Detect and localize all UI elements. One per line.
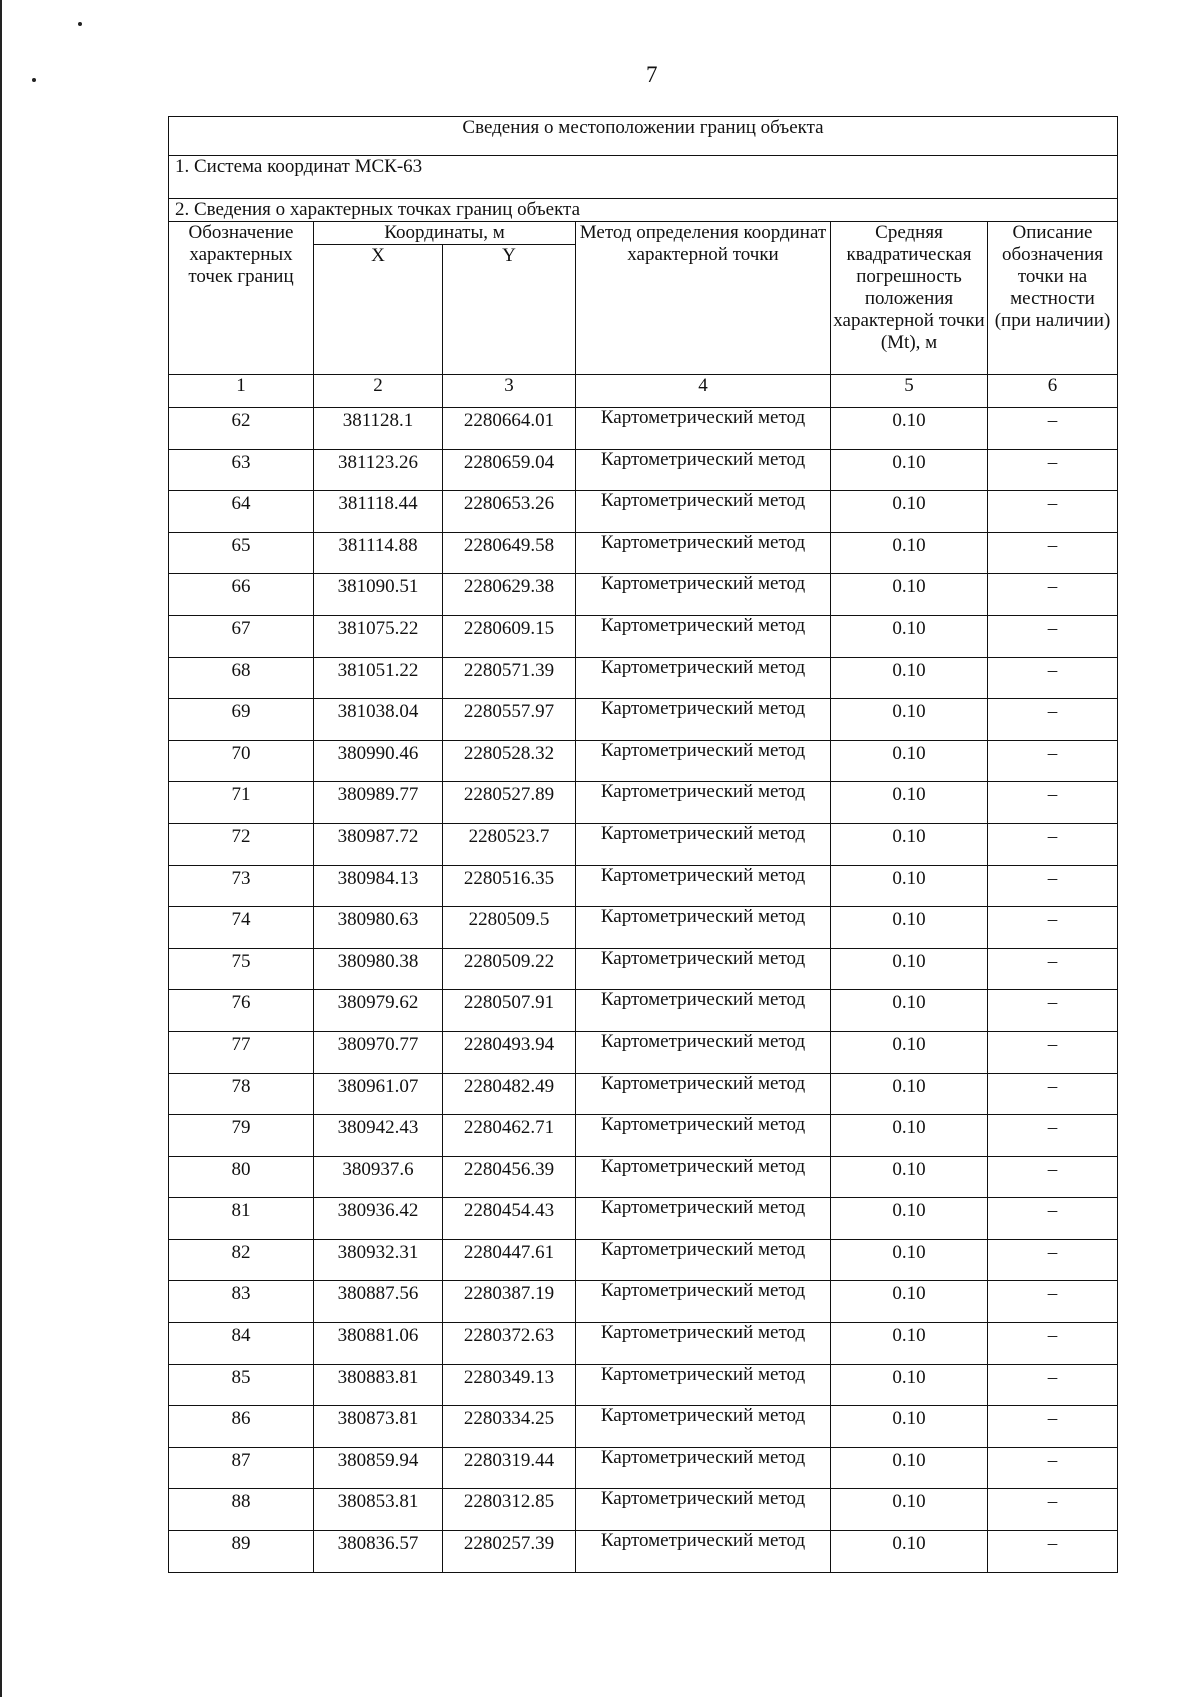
column-number: 1 xyxy=(169,375,314,408)
description-cell: – xyxy=(988,1073,1118,1115)
section1-row xyxy=(169,156,1118,199)
table-row xyxy=(169,1531,1118,1573)
column-number: 6 xyxy=(988,375,1118,408)
method-cell: Картометрический метод xyxy=(576,1115,831,1157)
error-cell: 0.10 xyxy=(831,532,988,574)
x-cell: 381118.44 xyxy=(314,491,443,533)
description-cell: – xyxy=(988,1531,1118,1573)
x-cell: 380980.63 xyxy=(314,907,443,949)
table-row xyxy=(169,532,1118,574)
error-cell: 0.10 xyxy=(831,990,988,1032)
method-cell: Картометрический метод xyxy=(576,948,831,990)
y-cell: 2280528.32 xyxy=(443,740,576,782)
x-cell: 381038.04 xyxy=(314,699,443,741)
y-cell: 2280456.39 xyxy=(443,1156,576,1198)
description-cell: – xyxy=(988,615,1118,657)
x-cell: 380984.13 xyxy=(314,865,443,907)
description-cell: – xyxy=(988,1489,1118,1531)
table-row xyxy=(169,491,1118,533)
method-cell: Картометрический метод xyxy=(576,449,831,491)
description-cell: – xyxy=(988,1239,1118,1281)
column-number: 3 xyxy=(443,375,576,408)
point-cell: 65 xyxy=(169,532,314,574)
error-cell: 0.10 xyxy=(831,615,988,657)
y-cell: 2280571.39 xyxy=(443,657,576,699)
page-number: 7 xyxy=(646,62,658,87)
point-cell: 77 xyxy=(169,1031,314,1073)
method-cell: Картометрический метод xyxy=(576,574,831,616)
method-cell: Картометрический метод xyxy=(576,1156,831,1198)
description-cell: – xyxy=(988,1031,1118,1073)
x-cell: 381128.1 xyxy=(314,408,443,450)
y-cell: 2280447.61 xyxy=(443,1239,576,1281)
method-cell: Картометрический метод xyxy=(576,1447,831,1489)
x-cell: 381075.22 xyxy=(314,615,443,657)
description-cell: – xyxy=(988,865,1118,907)
method-cell: Картометрический метод xyxy=(576,907,831,949)
header-y: Y xyxy=(443,245,576,375)
description-cell: – xyxy=(988,408,1118,450)
y-cell: 2280523.7 xyxy=(443,823,576,865)
header-x: X xyxy=(314,245,443,375)
y-cell: 2280482.49 xyxy=(443,1073,576,1115)
table-row xyxy=(169,823,1118,865)
error-cell: 0.10 xyxy=(831,1406,988,1448)
method-cell: Картометрический метод xyxy=(576,782,831,824)
point-cell: 72 xyxy=(169,823,314,865)
description-cell: – xyxy=(988,740,1118,782)
error-cell: 0.10 xyxy=(831,449,988,491)
table-row xyxy=(169,657,1118,699)
error-cell: 0.10 xyxy=(831,907,988,949)
point-cell: 66 xyxy=(169,574,314,616)
error-cell: 0.10 xyxy=(831,1198,988,1240)
y-cell: 2280454.43 xyxy=(443,1198,576,1240)
y-cell: 2280664.01 xyxy=(443,408,576,450)
table-row xyxy=(169,1239,1118,1281)
section2-row xyxy=(169,199,1118,222)
method-cell: Картометрический метод xyxy=(576,990,831,1032)
x-cell: 380887.56 xyxy=(314,1281,443,1323)
method-cell: Картометрический метод xyxy=(576,408,831,450)
description-cell: – xyxy=(988,532,1118,574)
table-row xyxy=(169,699,1118,741)
y-cell: 2280257.39 xyxy=(443,1531,576,1573)
y-cell: 2280527.89 xyxy=(443,782,576,824)
boundary-points-table xyxy=(168,116,1118,1573)
y-cell: 2280387.19 xyxy=(443,1281,576,1323)
description-cell: – xyxy=(988,1198,1118,1240)
method-cell: Картометрический метод xyxy=(576,491,831,533)
y-cell: 2280334.25 xyxy=(443,1406,576,1448)
table-row xyxy=(169,408,1118,450)
header-designation: Обозначение характерных точек границ xyxy=(169,222,314,375)
description-cell: – xyxy=(988,823,1118,865)
characteristic-points-label: 2. Сведения о характерных точках границ объекта xyxy=(169,199,1118,222)
error-cell: 0.10 xyxy=(831,782,988,824)
x-cell: 380932.31 xyxy=(314,1239,443,1281)
table-row xyxy=(169,990,1118,1032)
method-cell: Картометрический метод xyxy=(576,657,831,699)
y-cell: 2280312.85 xyxy=(443,1489,576,1531)
x-cell: 380979.62 xyxy=(314,990,443,1032)
method-cell: Картометрический метод xyxy=(576,1281,831,1323)
method-cell: Картометрический метод xyxy=(576,1489,831,1531)
table-row xyxy=(169,782,1118,824)
error-cell: 0.10 xyxy=(831,408,988,450)
header-row-1 xyxy=(169,222,1118,245)
point-cell: 83 xyxy=(169,1281,314,1323)
x-cell: 380942.43 xyxy=(314,1115,443,1157)
error-cell: 0.10 xyxy=(831,1447,988,1489)
point-cell: 80 xyxy=(169,1156,314,1198)
description-cell: – xyxy=(988,574,1118,616)
error-cell: 0.10 xyxy=(831,1031,988,1073)
description-cell: – xyxy=(988,491,1118,533)
description-cell: – xyxy=(988,1156,1118,1198)
table-row xyxy=(169,1281,1118,1323)
x-cell: 381090.51 xyxy=(314,574,443,616)
y-cell: 2280349.13 xyxy=(443,1364,576,1406)
x-cell: 380961.07 xyxy=(314,1073,443,1115)
method-cell: Картометрический метод xyxy=(576,1323,831,1365)
table-row xyxy=(169,574,1118,616)
table-row xyxy=(169,948,1118,990)
description-cell: – xyxy=(988,948,1118,990)
description-cell: – xyxy=(988,1323,1118,1365)
x-cell: 381123.26 xyxy=(314,449,443,491)
table-row xyxy=(169,1115,1118,1157)
y-cell: 2280653.26 xyxy=(443,491,576,533)
error-cell: 0.10 xyxy=(831,823,988,865)
table-title: Сведения о местоположении границ объекта xyxy=(169,117,1118,156)
point-cell: 85 xyxy=(169,1364,314,1406)
point-cell: 79 xyxy=(169,1115,314,1157)
table-row xyxy=(169,1489,1118,1531)
error-cell: 0.10 xyxy=(831,1323,988,1365)
y-cell: 2280557.97 xyxy=(443,699,576,741)
error-cell: 0.10 xyxy=(831,1281,988,1323)
x-cell: 380937.6 xyxy=(314,1156,443,1198)
point-cell: 68 xyxy=(169,657,314,699)
header-description: Описание обозначения точки на местности (при наличии) xyxy=(988,222,1118,375)
point-cell: 89 xyxy=(169,1531,314,1573)
table-row xyxy=(169,1198,1118,1240)
x-cell: 380881.06 xyxy=(314,1323,443,1365)
header-error: Средняя квадратическая погрешность положения характерной точки (Mt), м xyxy=(831,222,988,375)
point-cell: 75 xyxy=(169,948,314,990)
error-cell: 0.10 xyxy=(831,657,988,699)
y-cell: 2280609.15 xyxy=(443,615,576,657)
method-cell: Картометрический метод xyxy=(576,532,831,574)
column-numbers-row xyxy=(169,375,1118,408)
method-cell: Картометрический метод xyxy=(576,1406,831,1448)
header-method: Метод определения координат характерной точки xyxy=(576,222,831,375)
table-row xyxy=(169,1364,1118,1406)
x-cell: 380883.81 xyxy=(314,1364,443,1406)
description-cell: – xyxy=(988,1364,1118,1406)
point-cell: 73 xyxy=(169,865,314,907)
point-cell: 71 xyxy=(169,782,314,824)
method-cell: Картометрический метод xyxy=(576,699,831,741)
table-row xyxy=(169,1156,1118,1198)
table-row xyxy=(169,1323,1118,1365)
description-cell: – xyxy=(988,1447,1118,1489)
table-row xyxy=(169,865,1118,907)
table-title-row xyxy=(169,117,1118,156)
point-cell: 62 xyxy=(169,408,314,450)
point-cell: 74 xyxy=(169,907,314,949)
x-cell: 381051.22 xyxy=(314,657,443,699)
coordinate-system-label: 1. Система координат МСК-63 xyxy=(169,156,1118,199)
table-row xyxy=(169,740,1118,782)
header-coordinates: Координаты, м xyxy=(314,222,576,245)
y-cell: 2280659.04 xyxy=(443,449,576,491)
method-cell: Картометрический метод xyxy=(576,1531,831,1573)
x-cell: 380980.38 xyxy=(314,948,443,990)
point-cell: 67 xyxy=(169,615,314,657)
description-cell: – xyxy=(988,782,1118,824)
point-cell: 87 xyxy=(169,1447,314,1489)
description-cell: – xyxy=(988,657,1118,699)
table-row xyxy=(169,1406,1118,1448)
x-cell: 380836.57 xyxy=(314,1531,443,1573)
error-cell: 0.10 xyxy=(831,574,988,616)
description-cell: – xyxy=(988,1406,1118,1448)
error-cell: 0.10 xyxy=(831,1239,988,1281)
point-cell: 76 xyxy=(169,990,314,1032)
column-number: 4 xyxy=(576,375,831,408)
point-cell: 84 xyxy=(169,1323,314,1365)
x-cell: 380853.81 xyxy=(314,1489,443,1531)
error-cell: 0.10 xyxy=(831,1073,988,1115)
error-cell: 0.10 xyxy=(831,1115,988,1157)
error-cell: 0.10 xyxy=(831,740,988,782)
method-cell: Картометрический метод xyxy=(576,1364,831,1406)
point-cell: 69 xyxy=(169,699,314,741)
y-cell: 2280319.44 xyxy=(443,1447,576,1489)
method-cell: Картометрический метод xyxy=(576,1239,831,1281)
scan-speck xyxy=(78,22,82,26)
point-cell: 63 xyxy=(169,449,314,491)
table-row xyxy=(169,615,1118,657)
x-cell: 381114.88 xyxy=(314,532,443,574)
error-cell: 0.10 xyxy=(831,699,988,741)
description-cell: – xyxy=(988,907,1118,949)
error-cell: 0.10 xyxy=(831,1156,988,1198)
description-cell: – xyxy=(988,990,1118,1032)
table-row xyxy=(169,907,1118,949)
y-cell: 2280649.58 xyxy=(443,532,576,574)
point-cell: 78 xyxy=(169,1073,314,1115)
point-cell: 88 xyxy=(169,1489,314,1531)
error-cell: 0.10 xyxy=(831,1364,988,1406)
error-cell: 0.10 xyxy=(831,1489,988,1531)
y-cell: 2280516.35 xyxy=(443,865,576,907)
description-cell: – xyxy=(988,449,1118,491)
method-cell: Картометрический метод xyxy=(576,615,831,657)
column-number: 2 xyxy=(314,375,443,408)
x-cell: 380990.46 xyxy=(314,740,443,782)
table-row xyxy=(169,1447,1118,1489)
method-cell: Картометрический метод xyxy=(576,1031,831,1073)
description-cell: – xyxy=(988,699,1118,741)
point-cell: 64 xyxy=(169,491,314,533)
error-cell: 0.10 xyxy=(831,1531,988,1573)
method-cell: Картометрический метод xyxy=(576,865,831,907)
point-cell: 70 xyxy=(169,740,314,782)
y-cell: 2280493.94 xyxy=(443,1031,576,1073)
y-cell: 2280509.22 xyxy=(443,948,576,990)
description-cell: – xyxy=(988,1115,1118,1157)
x-cell: 380936.42 xyxy=(314,1198,443,1240)
point-cell: 82 xyxy=(169,1239,314,1281)
x-cell: 380987.72 xyxy=(314,823,443,865)
point-cell: 81 xyxy=(169,1198,314,1240)
table-row xyxy=(169,1031,1118,1073)
y-cell: 2280629.38 xyxy=(443,574,576,616)
y-cell: 2280507.91 xyxy=(443,990,576,1032)
method-cell: Картометрический метод xyxy=(576,740,831,782)
error-cell: 0.10 xyxy=(831,491,988,533)
table-row xyxy=(169,1073,1118,1115)
table-row xyxy=(169,449,1118,491)
y-cell: 2280509.5 xyxy=(443,907,576,949)
method-cell: Картометрический метод xyxy=(576,1198,831,1240)
y-cell: 2280462.71 xyxy=(443,1115,576,1157)
column-number: 5 xyxy=(831,375,988,408)
error-cell: 0.10 xyxy=(831,865,988,907)
x-cell: 380989.77 xyxy=(314,782,443,824)
method-cell: Картометрический метод xyxy=(576,823,831,865)
description-cell: – xyxy=(988,1281,1118,1323)
x-cell: 380873.81 xyxy=(314,1406,443,1448)
error-cell: 0.10 xyxy=(831,948,988,990)
x-cell: 380859.94 xyxy=(314,1447,443,1489)
point-cell: 86 xyxy=(169,1406,314,1448)
y-cell: 2280372.63 xyxy=(443,1323,576,1365)
x-cell: 380970.77 xyxy=(314,1031,443,1073)
scan-speck xyxy=(32,78,36,82)
scan-edge-line xyxy=(0,0,2,1697)
method-cell: Картометрический метод xyxy=(576,1073,831,1115)
